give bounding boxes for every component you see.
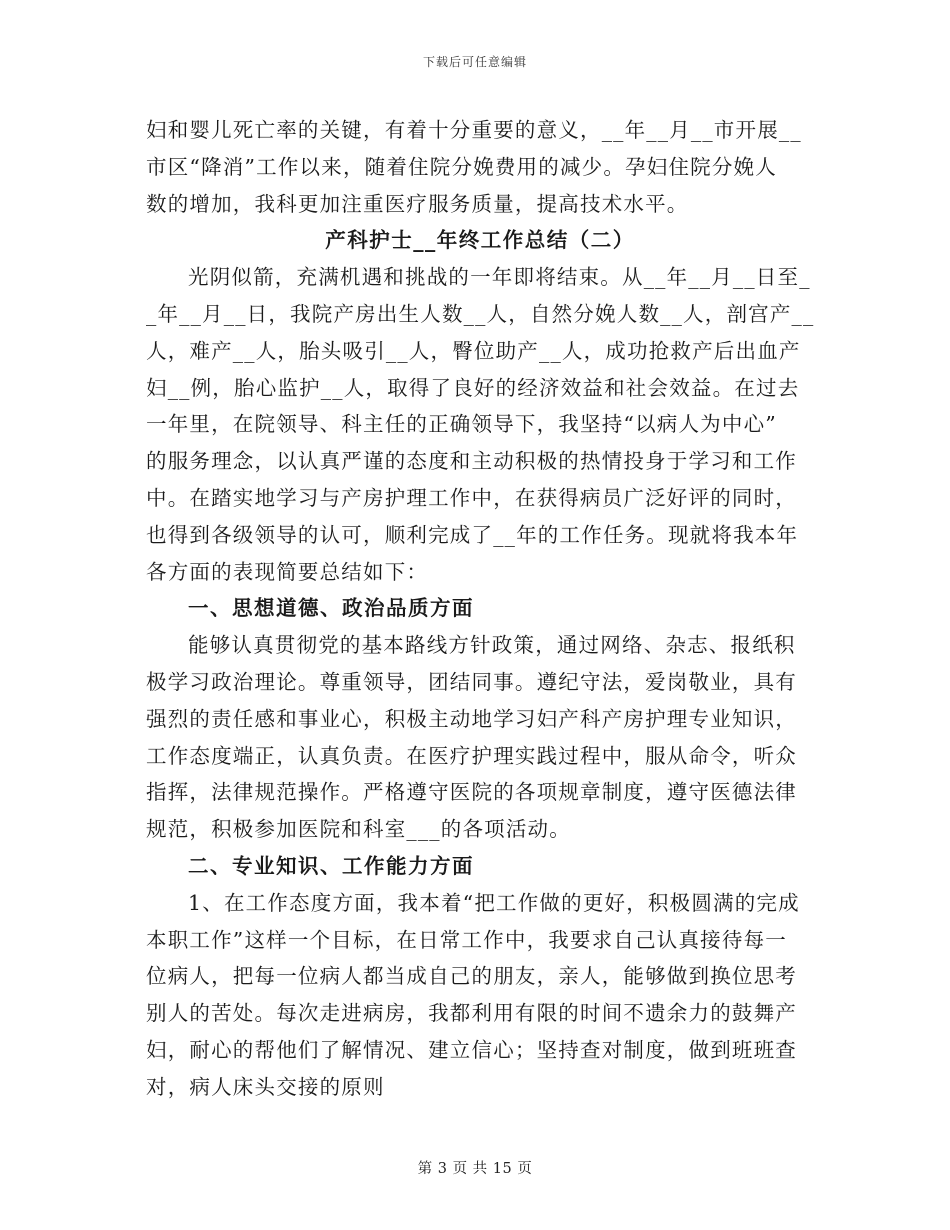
- body-line: 妇和婴儿死亡率的关键，有着十分重要的意义，__年__月__市开展__: [146, 118, 802, 142]
- body-line: 对，病人床头交接的原则: [146, 1074, 385, 1099]
- body-line: _年__月__日，我院产房出生人数__人，自然分娩人数__人，剖宫产__: [146, 301, 815, 326]
- body-line: 市区“降消”工作以来，随着住院分娩费用的减少。孕妇住院分娩人: [146, 154, 777, 179]
- body-line: 的服务理念，以认真严谨的态度和主动积极的热情投身于学习和工作: [146, 449, 797, 474]
- body-line: 本职工作”这样一个目标，在日常工作中，我要求自己认真接待每一: [146, 927, 787, 952]
- body-line: 位病人，把每一位病人都当成自己的朋友，亲人，能够做到换位思考: [146, 964, 797, 989]
- body-line: 1、在工作态度方面，我本着“把工作做的更好，积极圆满的完成: [188, 890, 800, 915]
- body-line: 工作态度端正，认真负责。在医疗护理实践过程中，服从命令，听众: [146, 743, 797, 768]
- body-line: 别人的苦处。每次走进病房，我都利用有限的时间不遗余力的鼓舞产: [146, 1001, 797, 1026]
- body-line: 极学习政治理论。尊重领导，团结同事。遵纪守法，爱岗敬业，具有: [146, 669, 797, 694]
- page-indicator: 第 3 页 共 15 页: [417, 1161, 533, 1177]
- body-line: 规范，积极参加医院和科室___的各项活动。: [146, 817, 571, 842]
- body-line: 妇，耐心的帮他们了解情况、建立信心；坚持查对制度，做到班班查: [146, 1037, 797, 1062]
- section-heading: 二、专业知识、工作能力方面: [188, 853, 474, 878]
- section-title: 产科护士__年终工作总结（二）: [325, 228, 635, 253]
- body-line: 各方面的表现简要总结如下：: [146, 559, 429, 584]
- body-line: 人，难产__人，胎头吸引__人，臀位助产__人，成功抢救产后出血产: [146, 338, 801, 363]
- body-line: 指挥，法律规范操作。严格遵守医院的各项规章制度，遵守医德法律: [146, 780, 797, 805]
- section-heading: 一、思想道德、政治品质方面: [188, 596, 474, 621]
- body-line: 数的增加，我科更加注重医疗服务质量，提高技术水平。: [146, 191, 689, 216]
- body-line: 强烈的责任感和事业心，积极主动地学习妇产科产房护理专业知识，: [146, 706, 797, 731]
- header-note: 下载后可任意编辑: [422, 55, 527, 69]
- body-line: 中。在踏实地学习与产房护理工作中，在获得病员广泛好评的同时，: [146, 485, 797, 510]
- body-line: 光阴似箭，充满机遇和挑战的一年即将结束。从__年__月__日至_: [188, 265, 811, 290]
- body-line: 一年里，在院领导、科主任的正确领导下，我坚持“以病人为中心”: [146, 412, 777, 437]
- body-line: 能够认真贯彻党的基本路线方针政策，通过网络、杂志、报纸积: [188, 633, 796, 658]
- document-body: [146, 112, 815, 1106]
- body-line: 也得到各级领导的认可，顺利完成了__年的工作任务。现就将我本年: [146, 522, 799, 547]
- body-line: 妇__例，胎心监护__人，取得了良好的经济效益和社会效益。在过去: [146, 375, 800, 400]
